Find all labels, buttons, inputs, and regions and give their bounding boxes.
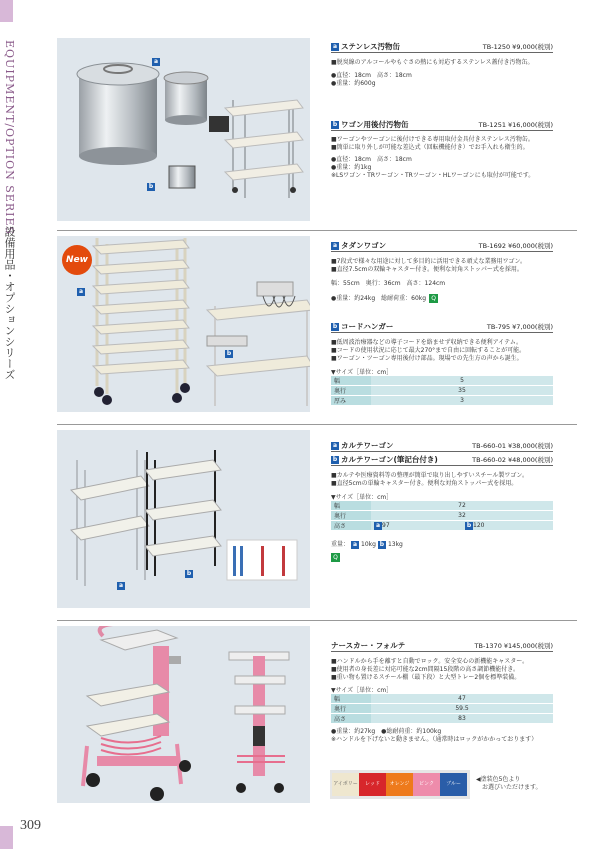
product-code-price: TB-660-01 ¥38,000(税別) (472, 442, 553, 450)
color-swatch-ivory: アイボリー (332, 773, 359, 796)
product-specs (331, 72, 555, 88)
size-value: 32 (371, 511, 553, 521)
weight-line (331, 541, 555, 549)
product-header-karte-wagon (331, 440, 553, 452)
badge-a: a (332, 241, 338, 249)
size-value: 72 (371, 501, 553, 511)
size-key: 厚み (331, 396, 371, 406)
desc-line: ■7段式で様々な用途に対して多目的に活用できる頑丈な業務用ワゴン。 (331, 258, 527, 265)
size-title: ▼サイズ［単位：cm］ (331, 494, 393, 501)
product-name: ステンレス汚物缶 (341, 42, 401, 51)
badge-a: a (332, 42, 338, 50)
color-swatch-pink: ピンク (413, 773, 440, 796)
section-divider (57, 230, 577, 231)
product-photo-wagon (57, 236, 310, 412)
sidebar-bottom-bar (0, 826, 13, 849)
size-value: 3 (371, 396, 553, 406)
product-header-karte-wagon-desk (331, 454, 553, 466)
weight-b-value: 13kg (387, 541, 403, 548)
color-swatch-blue: ブルー (440, 773, 467, 796)
spec-line: ●直径：18cm 高さ：18cm (331, 72, 412, 79)
image-label-b: b (226, 350, 232, 357)
product-desc (331, 472, 555, 488)
desc-line: ■ワーゴンやツーゴンに後付けできる専用取付金具付きステンレス汚物缶。 (331, 136, 534, 143)
table-row (331, 501, 553, 511)
product-name: カルテワーゴン (341, 441, 394, 450)
desc-line: ■コードの使用状況に応じて最大270°まで自由に回転することが可能。 (331, 347, 526, 354)
size-title: ▼サイズ［単位：cm］ (331, 369, 393, 376)
product-desc (331, 258, 555, 274)
height-a-value: 97 (382, 521, 390, 529)
new-badge: New (62, 245, 92, 275)
image-label-b: b (148, 183, 154, 190)
size-value: 47 (371, 694, 553, 704)
color-swatch-orange: オレンジ (386, 773, 413, 796)
color-note-line: お選びいただけます。 (482, 784, 542, 791)
section-divider (57, 620, 577, 621)
table-row (331, 714, 553, 724)
product-name: コードハンガー (341, 322, 394, 331)
table-row (331, 386, 553, 396)
product-header-nurse-car-forte (331, 640, 553, 652)
product-photo-karte-wagon (57, 430, 310, 608)
spec-line: 幅：55cm 奥行：36cm 高さ：124cm (331, 280, 446, 287)
sidebar-top-bar (0, 0, 13, 22)
size-table (331, 501, 553, 531)
desc-line: ■ハンドルから手を離すと自動でロック。安全安心の新機能キャスター。 (331, 658, 529, 665)
desc-line: ■脱臭線のアルコールやもぐさの熱にも対応するステンレス蓋付き汚物缶。 (331, 59, 534, 66)
spec-line: ※ハンドルを下げないと動きません。（通常時はロックがかかっております） (331, 736, 538, 743)
category-label: 設備用品・オプションシリーズ (3, 226, 16, 380)
size-title: ▼サイズ［単位：cm］ (331, 687, 393, 694)
product-specs (331, 156, 555, 180)
product-specs (331, 280, 555, 303)
image-label-a: a (78, 288, 84, 295)
spec-line: ●重量：約27kg ●総耐荷重：約100kg (331, 728, 442, 735)
product-photo-nurse-cart (57, 626, 310, 803)
product-name: タダンワゴン (341, 241, 387, 250)
weight-a-value: 10kg (361, 541, 376, 548)
badge-a: a (332, 441, 338, 449)
size-table (331, 694, 553, 724)
size-value: 35 (371, 386, 553, 396)
spec-line: ●直径：18cm 高さ：18cm (331, 156, 412, 163)
table-row (331, 694, 553, 704)
spec-line: ●重量：約600g (331, 80, 376, 87)
badge-b: b (332, 455, 338, 463)
product-desc (331, 59, 555, 67)
desc-line: ■直径5cmの単輪キャスター付き。便利な対角ストッパー式を採用。 (331, 480, 518, 487)
table-row (331, 511, 553, 521)
q-mark-icon: Q (331, 553, 340, 562)
product-code-price: TB-1692 ¥60,000(税別) (478, 242, 553, 250)
series-label: EQUIPMENT/OPTION SERIES (3, 40, 16, 236)
trash-can-illustration (57, 38, 310, 221)
size-key: 幅 (331, 501, 371, 511)
size-key: 高さ (331, 714, 371, 724)
product-code-price: TB-1251 ¥16,000(税別) (478, 121, 553, 129)
desc-line: ■ワーゴン・ツーゴン専用後付け部品。現場での先生方の声から誕生。 (331, 355, 523, 362)
spec-line: ※LSワゴン・TRワーゴン・TRツーゴン・HLワーゴンにも取付が可能です。 (331, 172, 535, 179)
product-header-wagon-can (331, 119, 553, 131)
size-value: 83 (371, 714, 553, 724)
desc-line: ■カルテや医療資料等の整理が簡単で取り出しやすいスチール製ワゴン。 (331, 472, 528, 479)
page-number: 309 (20, 818, 41, 833)
spec-line-weight (331, 294, 555, 303)
desc-line: ■簡単に取り外しが可能な差込式（回転機能付き）でお手入れも衛生的。 (331, 144, 529, 151)
product-name: カルテワーゴン(筆記台付き) (341, 455, 438, 464)
badge-b: b (466, 521, 472, 529)
desc-line: ■使用者の身長差に対応可能な2cm間隔15段階の高さ調節機能付き。 (331, 666, 520, 673)
size-value: 59.5 (371, 704, 553, 714)
badge-a: a (352, 541, 358, 548)
badge-a: a (375, 521, 381, 529)
product-desc (331, 136, 555, 152)
weight-prefix: 重量： (331, 541, 350, 548)
q-mark-icon: Q (429, 294, 438, 303)
table-row (331, 521, 553, 531)
product-code-price: TB-795 ¥7,000(税別) (486, 323, 553, 331)
karte-wagon-illustration (57, 430, 310, 608)
badge-b: b (379, 541, 385, 548)
size-key: 奥行 (331, 386, 371, 396)
product-desc (331, 658, 555, 682)
color-swatch-red: レッド (359, 773, 386, 796)
product-name: ナースカー・フォルテ (331, 641, 406, 650)
spec-line: ●重量：約1kg (331, 164, 372, 171)
nurse-cart-illustration (57, 626, 310, 803)
size-table (331, 376, 553, 406)
product-photo-trash-cans (57, 38, 310, 221)
table-row (331, 704, 553, 714)
size-key: 高さ (331, 521, 371, 531)
product-header-cord-hanger (331, 321, 553, 333)
image-label-b: b (186, 570, 192, 577)
size-key: 幅 (331, 694, 371, 704)
product-code-price: TB-1250 ¥9,000(税別) (482, 43, 553, 51)
product-header-stainless-can (331, 41, 553, 53)
product-code-price: TB-1370 ¥145,000(税別) (474, 642, 553, 650)
table-row (331, 376, 553, 386)
image-label-a: a (118, 582, 124, 589)
product-code-price: TB-660-02 ¥48,000(税別) (472, 456, 553, 464)
spec-text: ●重量：約24kg 総耐荷重：60kg (331, 294, 427, 302)
image-label-a: a (153, 58, 159, 65)
size-value: 5 (371, 376, 553, 386)
product-desc (331, 339, 555, 363)
height-b-value: 120 (473, 521, 485, 529)
desc-line: ■重い物も置けるスチール棚（最下段）と大型トレー2個を標準装備。 (331, 674, 521, 681)
size-key: 幅 (331, 376, 371, 386)
product-header-tadan-wagon (331, 240, 553, 252)
color-note-line: ◀塗装色5色より (476, 776, 521, 783)
section-divider (57, 424, 577, 425)
shelf-wagon-illustration (57, 236, 310, 412)
color-note (476, 776, 556, 792)
desc-line: ■低周波治療器などの導子コードを絡ませず収納できる便利アイテム。 (331, 339, 523, 346)
badge-b: b (332, 120, 338, 128)
size-key: 奥行 (331, 511, 371, 521)
desc-line: ■直径7.5cmの双輪キャスター付き。便利な対角ストッパー式を採用。 (331, 266, 523, 273)
product-specs (331, 728, 555, 744)
size-key: 奥行 (331, 704, 371, 714)
badge-b: b (332, 322, 338, 330)
table-row (331, 396, 553, 406)
product-name: ワゴン用後付汚物缶 (341, 120, 409, 129)
